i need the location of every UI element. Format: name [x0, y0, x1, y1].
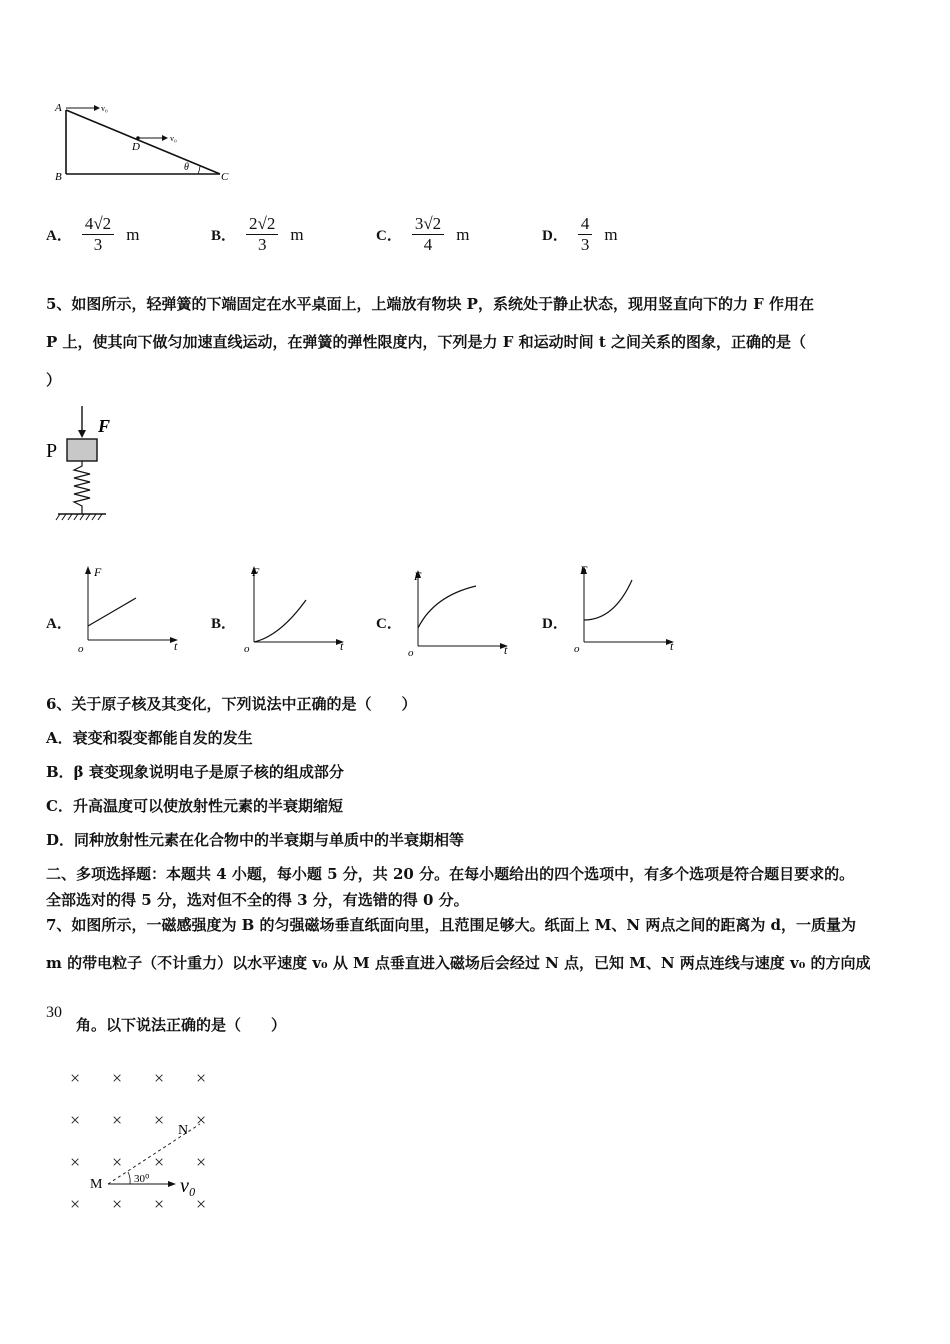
label-a: A: [55, 102, 62, 114]
svg-text:t: t: [340, 639, 344, 653]
svg-text:×: ×: [196, 1068, 207, 1088]
q6-option-c[interactable]: C．升高温度可以使放射性元素的半衰期缩短: [46, 797, 343, 815]
svg-text:×: ×: [70, 1068, 81, 1088]
q5-graph-d[interactable]: [570, 562, 680, 654]
svg-text:F: F: [414, 569, 422, 583]
fraction: $\frac{4}{3}$: [578, 214, 593, 255]
section2-line1: 二、多项选择题：本题共 4 小题，每小题 5 分，共 20 分。在每小题给出的四个选项中，有多个选项是符合题目要求的。: [46, 865, 855, 883]
svg-text:N: N: [178, 1123, 189, 1138]
magnetic-field-figure: [60, 1060, 230, 1220]
label-f: F: [98, 416, 111, 436]
q7-stem-line2: m 的带电粒子（不计重力）以水平速度 v₀ 从 M 点垂直进入磁场后会经过 N 点，已知 M、N 两点连线与速度 v₀ 的方向成: [46, 954, 871, 972]
svg-text:F: F: [580, 563, 588, 577]
q5-graph-a[interactable]: [74, 562, 184, 654]
section2-line2: 全部选对的得 5 分，选对但不全的得 3 分，有选错的得 0 分。: [46, 891, 469, 909]
label-c: C: [221, 171, 229, 183]
q5-stem-line2: P 上，使其向下做匀加速直线运动，在弹簧的弹性限度内，下列是力 F 和运动时间 t 之间关系的图象，正确的是（: [46, 333, 806, 351]
q5-graph-label-a[interactable]: A．: [46, 616, 72, 632]
q6-stem: 6、关于原子核及其变化，下列说法中正确的是（ ）: [46, 695, 417, 713]
svg-text:×: ×: [112, 1068, 123, 1088]
svg-text:×: ×: [112, 1152, 123, 1172]
svg-text:F: F: [252, 565, 260, 579]
svg-text:×: ×: [112, 1194, 123, 1214]
svg-text:×: ×: [154, 1068, 165, 1088]
svg-text:×: ×: [154, 1152, 165, 1172]
q4-option-c[interactable]: C． $\frac{3√2}{4}$ m: [376, 214, 470, 254]
q5-stem-line3: ）: [46, 371, 62, 389]
svg-text:×: ×: [154, 1110, 165, 1130]
svg-text:×: ×: [196, 1194, 207, 1214]
svg-text:t: t: [504, 643, 508, 657]
fraction: $\frac{4√2}{3}$: [82, 214, 114, 255]
svg-text:o: o: [574, 643, 580, 654]
label-theta: θ: [184, 162, 189, 173]
label-v0-mid: v₀: [170, 134, 177, 143]
label-d: D: [132, 141, 140, 153]
incline-figure: [50, 98, 240, 184]
q5-graph-label-c[interactable]: C．: [376, 616, 402, 632]
label-v0-top: v₀: [101, 104, 108, 113]
svg-text:v₀: v₀: [180, 1175, 196, 1197]
q5-graph-c[interactable]: [404, 566, 514, 658]
q7-stem-line3: 角。以下说法正确的是（ ）: [76, 1016, 287, 1034]
q5-graph-label-b[interactable]: B．: [211, 616, 237, 632]
svg-text:o: o: [244, 643, 250, 654]
svg-text:o: o: [408, 647, 414, 658]
fraction: $\frac{3√2}{4}$: [412, 214, 444, 255]
q6-option-b[interactable]: B．β 衰变现象说明电子是原子核的组成部分: [46, 763, 344, 781]
svg-text:×: ×: [112, 1110, 123, 1130]
q5-graph-b[interactable]: [240, 562, 350, 654]
svg-text:M: M: [90, 1177, 103, 1192]
q6-option-a[interactable]: A．衰变和裂变都能自发的发生: [46, 729, 253, 747]
svg-text:×: ×: [70, 1194, 81, 1214]
svg-text:F: F: [94, 565, 102, 579]
q4-option-d[interactable]: D． $\frac{4}{3}$ m: [542, 214, 618, 254]
label-b: B: [55, 171, 62, 183]
svg-text:×: ×: [196, 1110, 207, 1130]
svg-text:×: ×: [196, 1152, 207, 1172]
svg-text:×: ×: [70, 1152, 81, 1172]
svg-text:×: ×: [70, 1110, 81, 1130]
q4-option-a[interactable]: A． $\frac{4√2}{3}$ m: [46, 214, 140, 254]
label-p: P: [46, 440, 58, 462]
spring-figure: [44, 404, 124, 529]
svg-text:t: t: [670, 639, 674, 653]
svg-text:30⁰: 30⁰: [134, 1173, 150, 1185]
q7-stem-line1: 7、如图所示，一磁感强度为 B 的匀强磁场垂直纸面向里，且范围足够大。纸面上 M、N 两点之间的距离为 d，一质量为: [46, 916, 857, 934]
fraction: $\frac{2√2}{3}$: [246, 214, 278, 255]
q5-stem-line1: 5、如图所示，轻弹簧的下端固定在水平桌面上，上端放有物块 P，系统处于静止状态，现用竖直向下的力 F 作用在: [46, 295, 815, 313]
q7-angle-value: 30: [46, 1004, 62, 1021]
q6-option-d[interactable]: D．同种放射性元素在化合物中的半衰期与单质中的半衰期相等: [46, 831, 465, 849]
svg-text:o: o: [78, 643, 84, 654]
q5-graph-label-d[interactable]: D．: [542, 616, 568, 632]
svg-text:t: t: [174, 639, 178, 653]
svg-text:×: ×: [154, 1194, 165, 1214]
q4-option-b[interactable]: B． $\frac{2√2}{3}$ m: [211, 214, 304, 254]
